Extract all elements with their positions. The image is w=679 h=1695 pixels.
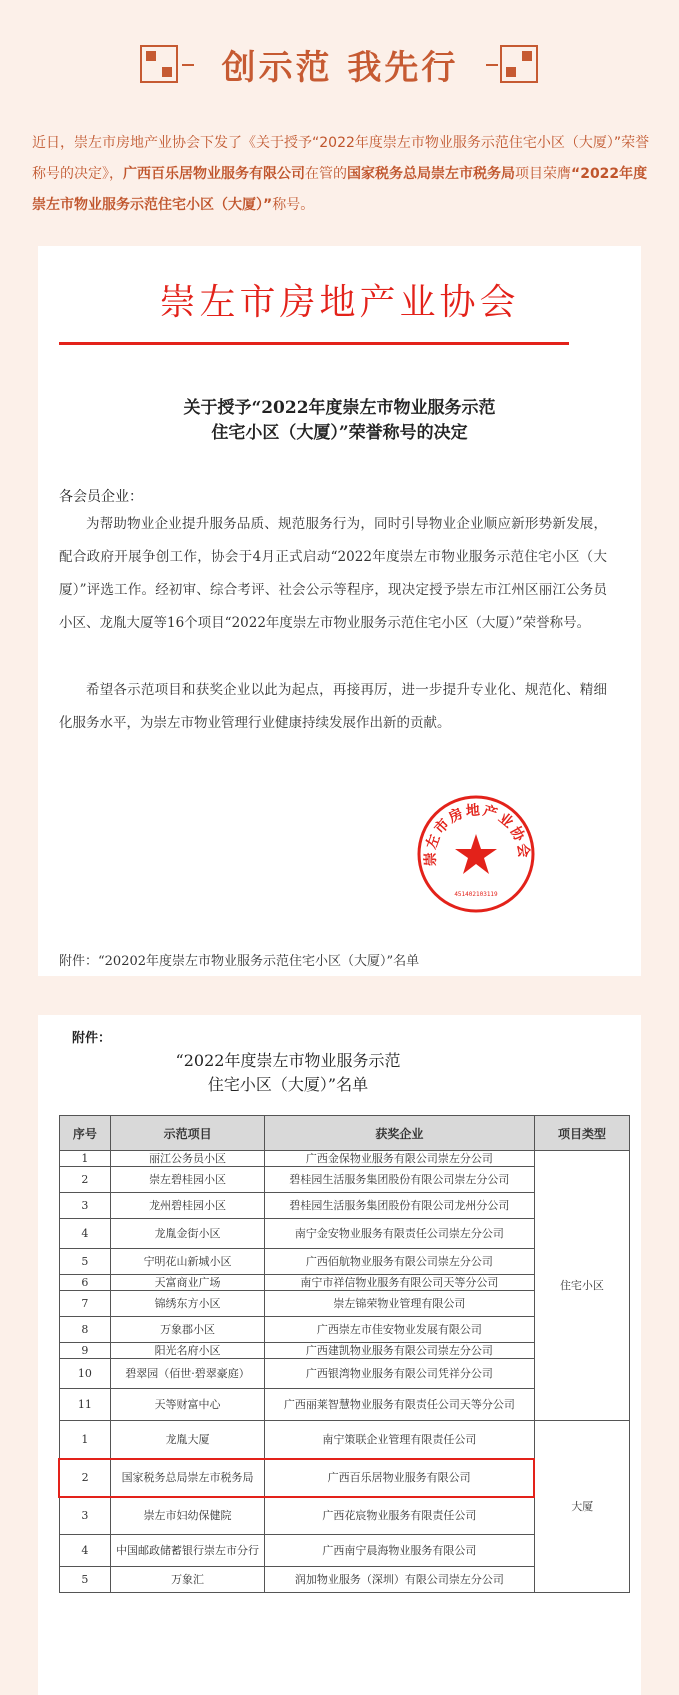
row-number: 4: [59, 1219, 111, 1249]
salutation: 各会员企业：: [59, 489, 143, 505]
company-cell: 广西金保物业服务有限公司崇左分公司: [264, 1151, 534, 1167]
table-row: [59, 1421, 630, 1459]
company-name: 广西百乐居物业服务有限公司: [123, 166, 305, 182]
type-cell: 住宅小区: [534, 1151, 629, 1421]
project-cell: 天富商业广场: [111, 1275, 264, 1291]
banner-right-rule: [486, 64, 498, 66]
col-header: 项目类型: [534, 1116, 629, 1151]
header-rule: [59, 342, 569, 345]
company-cell: 崇左锦荣物业管理有限公司: [264, 1291, 534, 1317]
project-cell: 龙胤大厦: [111, 1421, 264, 1459]
row-number: 11: [59, 1389, 111, 1421]
association-header: 崇左市房地产业协会: [159, 282, 520, 323]
company-cell: 碧桂园生活服务集团股份有限公司龙州分公司: [264, 1193, 534, 1219]
roster-table: [58, 1115, 630, 1593]
annex-roster: [38, 1015, 641, 1695]
company-cell: 广西建凯物业服务有限公司崇左分公司: [264, 1343, 534, 1359]
project-cell: 锦绣东方小区: [111, 1291, 264, 1317]
row-number: 7: [59, 1291, 111, 1317]
project-cell: 天等财富中心: [111, 1389, 264, 1421]
company-cell: 广西丽莱智慧物业服务有限责任公司天等分公司: [264, 1389, 534, 1421]
company-cell: 南宁金安物业服务有限责任公司崇左分公司: [264, 1219, 534, 1249]
company-cell: 广西花宸物业服务有限责任公司: [264, 1497, 534, 1535]
row-number: 2: [59, 1459, 111, 1497]
project-cell: 中国邮政储蓄银行崇左市分行: [111, 1535, 264, 1567]
row-number: 6: [59, 1275, 111, 1291]
row-number: 10: [59, 1359, 111, 1389]
project-cell: 龙胤金街小区: [111, 1219, 264, 1249]
project-cell: 碧翠园（佰世·碧翠豪庭）: [111, 1359, 264, 1389]
row-number: 3: [59, 1497, 111, 1535]
banner-title: 创示范 我先行: [221, 48, 459, 88]
decision-document: [38, 246, 641, 976]
annex-reference: 附件：“20202年度崇左市物业服务示范住宅小区（大厦）”名单: [59, 954, 420, 969]
project-cell: 龙州碧桂园小区: [111, 1193, 264, 1219]
svg-text:451402103119: 451402103119: [454, 891, 498, 898]
banner-left-rule: [182, 64, 194, 66]
project-cell: 万象汇: [111, 1567, 264, 1593]
company-cell: 润加物业服务（深圳）有限公司崇左分公司: [264, 1567, 534, 1593]
col-header: 示范项目: [111, 1116, 264, 1151]
row-number: 2: [59, 1167, 111, 1193]
project-cell: 崇左碧桂园小区: [111, 1167, 264, 1193]
project-cell: 崇左市妇幼保健院: [111, 1497, 264, 1535]
table-header-row: [59, 1116, 630, 1151]
row-number: 1: [59, 1151, 111, 1167]
company-cell: 广西南宁晨海物业服务有限公司: [264, 1535, 534, 1567]
project-cell: 国家税务总局崇左市税务局: [111, 1459, 264, 1497]
row-number: 1: [59, 1421, 111, 1459]
row-number: 3: [59, 1193, 111, 1219]
row-number: 8: [59, 1317, 111, 1343]
svg-text:崇左市房地产业协会: 崇左市房地产业协会: [422, 802, 532, 867]
banner: [0, 0, 679, 120]
col-header: 序号: [59, 1116, 111, 1151]
company-cell: 南宁策联企业管理有限责任公司: [264, 1421, 534, 1459]
company-cell: 广西佰航物业服务有限公司崇左分公司: [264, 1249, 534, 1275]
roster-title: “2022年度崇左市物业服务示范 住宅小区（大厦）”名单: [175, 1051, 401, 1094]
row-number: 9: [59, 1343, 111, 1359]
project-cell: 丽江公务员小区: [111, 1151, 264, 1167]
banner-right-ornament: [500, 45, 538, 83]
association-seal: [414, 792, 538, 916]
banner-left-ornament: [140, 45, 178, 83]
table-row: [59, 1151, 630, 1167]
document-title: 关于授予“2022年度崇左市物业服务示范 住宅小区（大厦）”荣誉称号的决定: [183, 398, 496, 443]
intro-paragraph: 近日，崇左市房地产业协会下发了《关于授予“2022年度崇左市物业服务示范住宅小区（大厦）”荣誉称号的决定》，广西百乐居物业服务有限公司在管的国家税务总局崇左市税务局项目荣膺“2022年度崇左市物业服务示范住宅小区（大厦）”称号。: [32, 135, 650, 213]
company-cell: 南宁市祥信物业服务有限公司天等分公司: [264, 1275, 534, 1291]
body-paragraph-1: 为帮助物业企业提升服务品质、规范服务行为，同时引导物业企业顺应新形势新发展，配合政府开展争创工作，协会于4月正式启动“2022年度崇左市物业服务示范住宅小区（大厦）”评选工作。经初审、综合考评、社会公示等程序，现决定授予崇左市江州区丽江公务员小区、龙胤大厦等16个项目“2022年度崇左市物业服务示范住宅小区（大厦）”荣誉称号。: [59, 516, 607, 631]
company-cell: 碧桂园生活服务集团股份有限公司崇左分公司: [264, 1167, 534, 1193]
annex-label: 附件：: [72, 1031, 112, 1046]
project-cell: 万象郡小区: [111, 1317, 264, 1343]
row-number: 4: [59, 1535, 111, 1567]
company-cell: 广西银湾物业服务有限公司凭祥分公司: [264, 1359, 534, 1389]
row-number: 5: [59, 1249, 111, 1275]
project-cell: 阳光名府小区: [111, 1343, 264, 1359]
company-cell: 广西百乐居物业服务有限公司: [264, 1459, 534, 1497]
honor-name: “2022年度崇左市物业服务示范住宅小区（大厦）”: [32, 166, 648, 213]
col-header: 获奖企业: [264, 1116, 534, 1151]
type-cell: 大厦: [534, 1421, 629, 1593]
company-cell: 广西崇左市佳安物业发展有限公司: [264, 1317, 534, 1343]
project-cell: 宁明花山新城小区: [111, 1249, 264, 1275]
body-paragraph-2: 希望各示范项目和获奖企业以此为起点，再接再厉，进一步提升专业化、规范化、精细化服务水平，为崇左市物业管理行业健康持续发展作出新的贡献。: [59, 682, 607, 731]
project-name: 国家税务总局崇左市税务局: [347, 166, 515, 182]
row-number: 5: [59, 1567, 111, 1593]
